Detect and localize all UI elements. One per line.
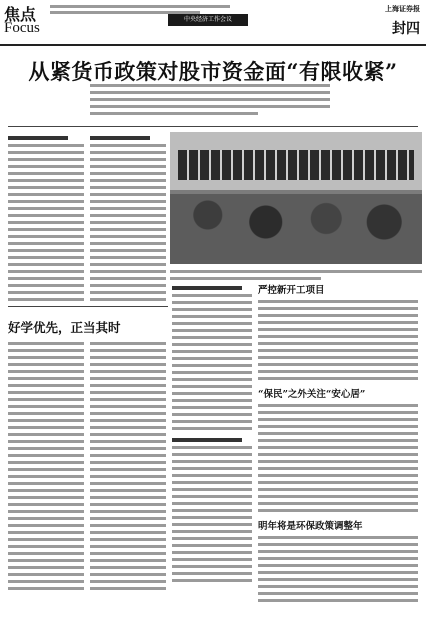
divider xyxy=(8,306,168,307)
right-headline-1: 严控新开工项目 xyxy=(258,285,325,296)
column-1 xyxy=(8,132,84,305)
column-5 xyxy=(172,282,252,586)
column-3 xyxy=(8,338,84,594)
page-label: 封四 xyxy=(392,21,420,37)
section-title-en: Focus xyxy=(4,20,40,36)
section-banner: 中央经济工作会议 xyxy=(168,14,248,26)
section-title-cn: 焦点 xyxy=(4,5,37,24)
column-4 xyxy=(90,338,166,594)
right-headline-2: “保民”之外关注“安心居” xyxy=(258,389,366,400)
lead-paragraph xyxy=(90,80,330,119)
right-column xyxy=(258,282,418,606)
column-2 xyxy=(90,132,166,305)
divider xyxy=(8,126,418,127)
newspaper-name: 上海证券报 xyxy=(385,5,420,13)
stock-market-photo xyxy=(170,132,422,264)
main-headline: 从紧货币政策对股市资金面“有限收紧” xyxy=(28,59,398,84)
masthead xyxy=(0,0,426,46)
section-subhead: 好学优先，正当其时 xyxy=(8,320,121,335)
right-headline-3: 明年将是环保政策调整年 xyxy=(258,521,363,532)
